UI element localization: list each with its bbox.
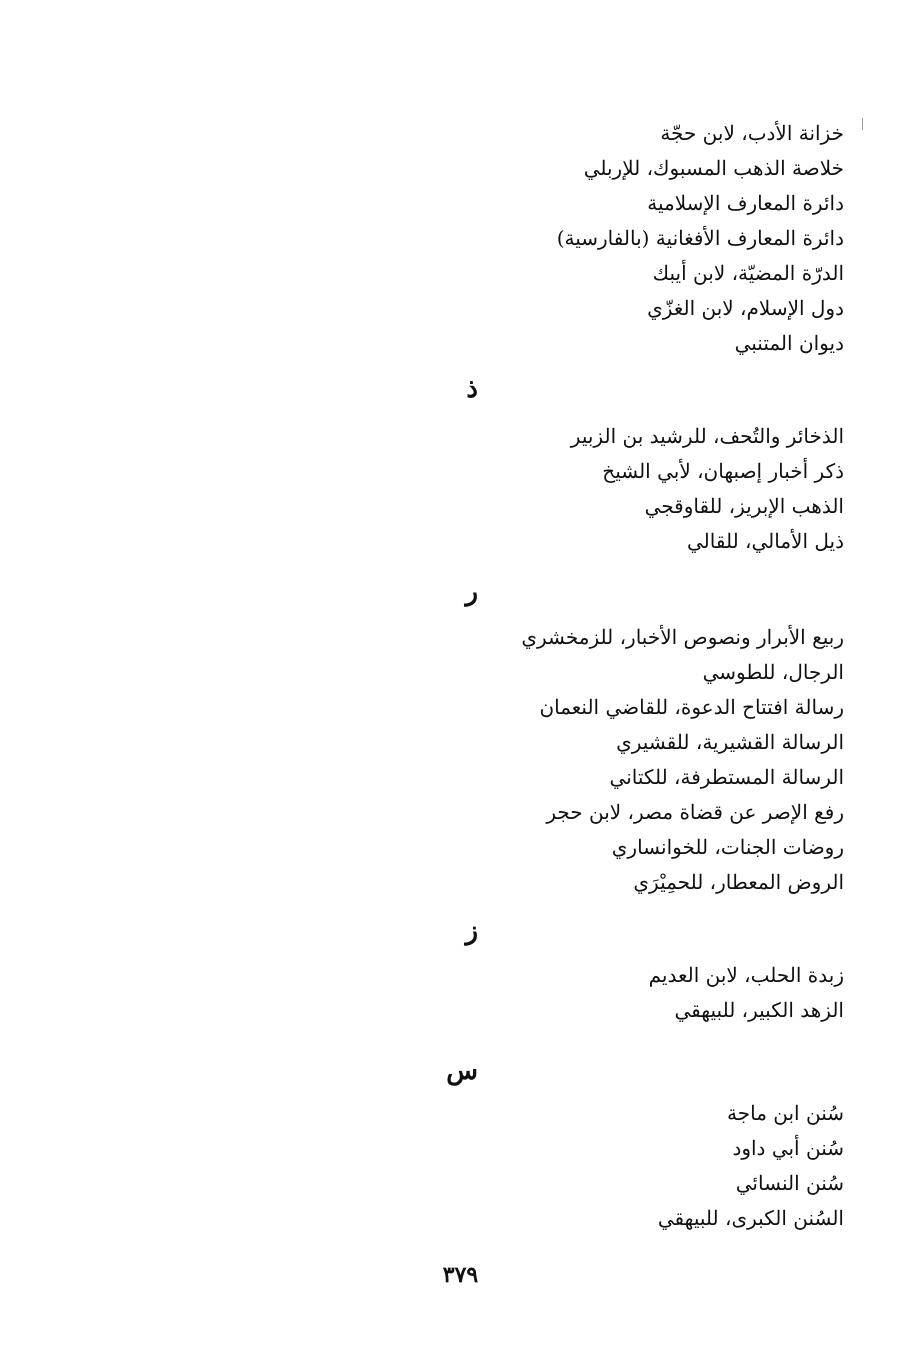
section-letter-heading: ذ — [466, 374, 478, 404]
bibliography-entry: الذهب الإبريز، للقاوقجي — [644, 494, 844, 518]
section-zay-entries — [424, 958, 844, 1028]
page-number: ٣٧٩ — [442, 1262, 479, 1288]
bibliography-entry: ذكر أخبار إصبهان، لأبي الشيخ — [602, 459, 844, 483]
section-dhal-entries — [424, 419, 844, 559]
bibliography-entry: دائرة المعارف الإسلامية — [647, 191, 844, 215]
bibliography-entry: الدرّة المضيّة، لابن أيبك — [652, 261, 844, 285]
bibliography-entry: الروض المعطار، للحمِيْرَي — [633, 870, 844, 894]
bibliography-entry: الرسالة القشيرية، للقشيري — [616, 730, 844, 754]
bibliography-entry: سُنن أبي داود — [732, 1136, 844, 1160]
bibliography-entry: سُنن ابن ماجة — [727, 1101, 844, 1125]
bibliography-entry: ديوان المتنبي — [734, 331, 844, 355]
bibliography-entry: سُنن النسائي — [735, 1171, 844, 1195]
section-letter-heading: ر — [465, 577, 478, 607]
bibliography-entry: روضات الجنات، للخوانساري — [611, 835, 844, 859]
bibliography-entry: زبدة الحلب، لابن العديم — [648, 963, 844, 987]
bibliography-entry: دول الإسلام، لابن الغزّي — [647, 296, 844, 320]
section-ra-entries — [424, 620, 844, 900]
section-sin-entries — [424, 1096, 844, 1236]
bibliography-entry: رسالة افتتاح الدعوة، للقاضي النعمان — [539, 695, 844, 719]
section-letter-heading: س — [446, 1056, 478, 1086]
bibliography-entry: الرسالة المستطرفة، للكتاني — [609, 765, 844, 789]
bibliography-entry: دائرة المعارف الأفغانية (بالفارسية) — [556, 226, 844, 250]
section-kha-dal-entries — [424, 116, 844, 361]
bibliography-entry: السُنن الكبرى، للبيهقي — [657, 1206, 844, 1230]
bibliography-entry: ربيع الأبرار ونصوص الأخبار، للزمخشري — [521, 625, 844, 649]
bibliography-entry: الذخائر والتُحف، للرشيد بن الزبير — [570, 424, 844, 448]
bibliography-entry: رفع الإصر عن قضاة مصر، لابن حجر — [546, 800, 844, 824]
bibliography-entry: الزهد الكبير، للبيهقي — [674, 998, 844, 1022]
margin-mark — [862, 118, 863, 130]
bibliography-entry: خلاصة الذهب المسبوك، للإربلي — [583, 156, 844, 180]
section-letter-heading: ز — [465, 916, 478, 946]
bibliography-entry: الرجال، للطوسي — [702, 660, 844, 684]
bibliography-entry: ذيل الأمالي، للقالي — [686, 529, 844, 553]
bibliography-entry: خزانة الأدب، لابن حجّة — [660, 121, 844, 145]
